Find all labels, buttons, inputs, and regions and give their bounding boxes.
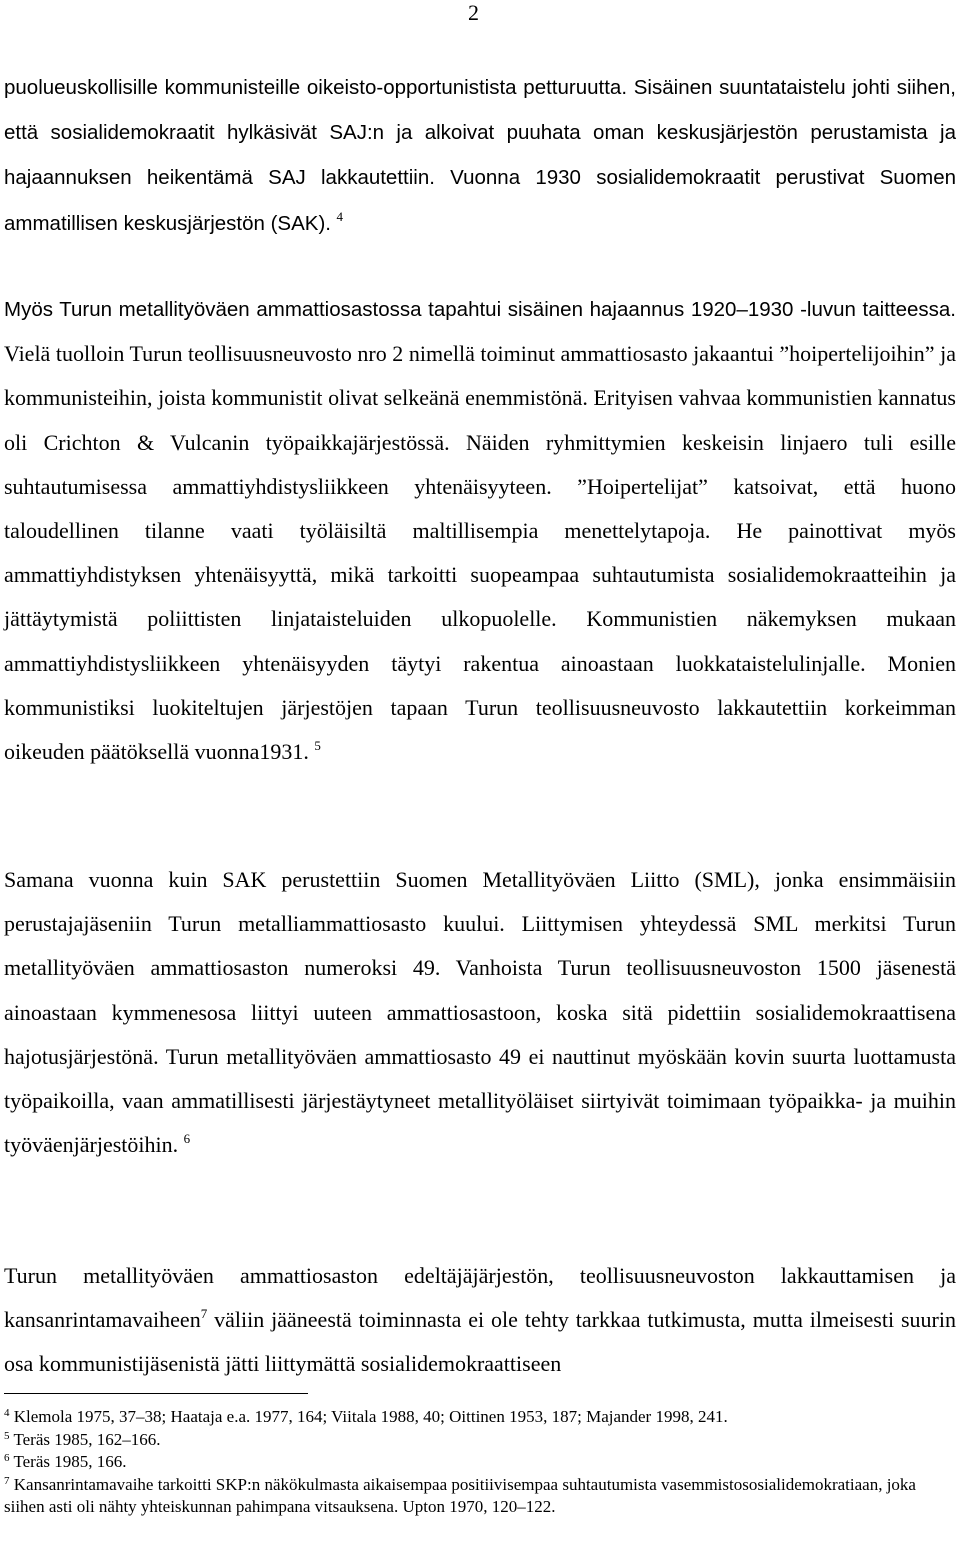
footnote-ref-5: 5 bbox=[314, 738, 321, 754]
footnote-separator bbox=[4, 1393, 308, 1394]
footnote-ref-6: 6 bbox=[183, 1131, 191, 1147]
footnote-mark: 7 bbox=[4, 1474, 10, 1487]
footnote-mark: 4 bbox=[4, 1407, 10, 1419]
footnote-4 bbox=[4, 1406, 956, 1429]
paragraph-3 bbox=[4, 858, 956, 1167]
footnote-7 bbox=[4, 1474, 956, 1519]
footnote-text: Teräs 1985, 166. bbox=[9, 1452, 127, 1471]
footnote-text: Kansanrintamavaihe tarkoitti SKP:n näkökulmasta aikaisempaa positiivisempaa suhtautumista vasemmistososialidemokratiaan, joka siihen asti oli nähty yhteiskunnan pahimpana vitsauksena. Upton 1970, 120–122. bbox=[4, 1474, 916, 1516]
footnote-mark: 5 bbox=[4, 1429, 10, 1442]
paragraph-4 bbox=[4, 1254, 956, 1387]
footnote-6 bbox=[4, 1451, 956, 1474]
paragraph-4-text-a: Turun metallityöväen ammattiosaston edeltäjäjärjestön, teollisuusneuvoston lakkauttamisen ja kansanrintamavaiheen bbox=[4, 1263, 956, 1333]
paragraph-1 bbox=[4, 65, 956, 246]
page-number: 2 bbox=[468, 0, 479, 25]
footnotes bbox=[4, 1406, 956, 1519]
paragraph-2-sans-text: Myös Turun metallityöväen ammattiosastossa tapahtui sisäinen hajaannus 1920–1930 -luvun taitteessa. bbox=[4, 298, 956, 321]
footnote-ref-7: 7 bbox=[200, 1306, 208, 1322]
paragraph-2 bbox=[4, 287, 956, 774]
footnote-5 bbox=[4, 1429, 956, 1452]
footnote-mark: 6 bbox=[4, 1452, 10, 1464]
paragraph-4-text-b: väliin jääneestä toiminnasta ei ole tehty tarkkaa tutkimusta, mutta ilmeisesti suurin osa kommunistijäsenistä jätti liittymättä sosialidemokraattiseen bbox=[4, 1307, 956, 1377]
paragraph-1-text: puolueuskollisille kommunisteille oikeisto-opportunistista petturuutta. Sisäinen suuntataistelu johti siihen, että sosialidemokraatit hylkäsivät SAJ:n ja alkoivat puuhata oman keskusjärjestön perustamista ja hajaannuksen heikentämä SAJ lakkautettiin. Vuonna 1930 sosialidemokraatit perustivat Suomen ammatillisen keskusjärjestön (SAK). bbox=[4, 76, 956, 235]
paragraph-3-text: Samana vuonna kuin SAK perustettiin Suomen Metallityöväen Liitto (SML), jonka ensimmäisiin perustajajäseniin Turun metalliammattiosasto kuului. Liittymisen yhteydessä SML merkitsi Turun metallityöväen ammattiosaston numeroksi 49. Vanhoista Turun teollisuusneuvoston 1500 jäsenestä ainoastaan kymmenesosa liittyi uuteen ammattiosastoon, koska sitä pidettiin sosialidemokraattisena hajotusjärjestönä. Turun metallityöväen ammattiosasto 49 ei nauttinut myöskään kovin suurta luottamusta työpaikoilla, vaan ammatillisesti järjestäytyneet metallityöläiset siirtyivät toimimaan työpaikka- ja muihin työväenjärjestöihin. bbox=[4, 867, 956, 1158]
footnote-text: Teräs 1985, 162–166. bbox=[9, 1429, 161, 1449]
paragraph-2-text: Vielä tuolloin Turun teollisuusneuvosto nro 2 nimellä toiminut ammattiosasto jakaantui ”hoipertelijoihin” ja kommunisteihin, joista kommunistit olivat selkeänä enemmistönä. Erityisen vahvaa kommunistien kannatus oli Crichton & Vulcanin työpaikkajärjestössä. Näiden ryhmittymien keskeisin linjaero tuli esille suhtautumisessa ammattiyhdistysliikkeen yhtenäisyyteen. ”Hoipertelijat” katsoivat, että huono taloudellinen tilanne vaati työläisiltä maltillisempia menettelytapoja. He painottivat myös ammattiyhdistyksen yhtenäisyyttä, mikä tarkoitti suopeampaa suhtautumista sosialidemokraatteihin ja jättäytymistä poliittisten linjataisteluiden ulkopuolelle. Kommunistien näkemyksen mukaan ammattiyhdistysliikkeen yhtenäisyyden täytyi rakentua ainoastaan luokkataistelulinjalle. Monien kommunistiksi luokiteltujen järjestöjen tapaan Turun teollisuusneuvosto lakkautettiin korkeimman oikeuden päätöksellä vuonna1931. bbox=[4, 341, 956, 765]
footnote-text: Klemola 1975, 37–38; Haataja e.a. 1977, 164; Viitala 1988, 40; Oittinen 1953, 187; Majander 1998, 241. bbox=[9, 1407, 728, 1426]
footnote-ref-4: 4 bbox=[336, 208, 343, 224]
